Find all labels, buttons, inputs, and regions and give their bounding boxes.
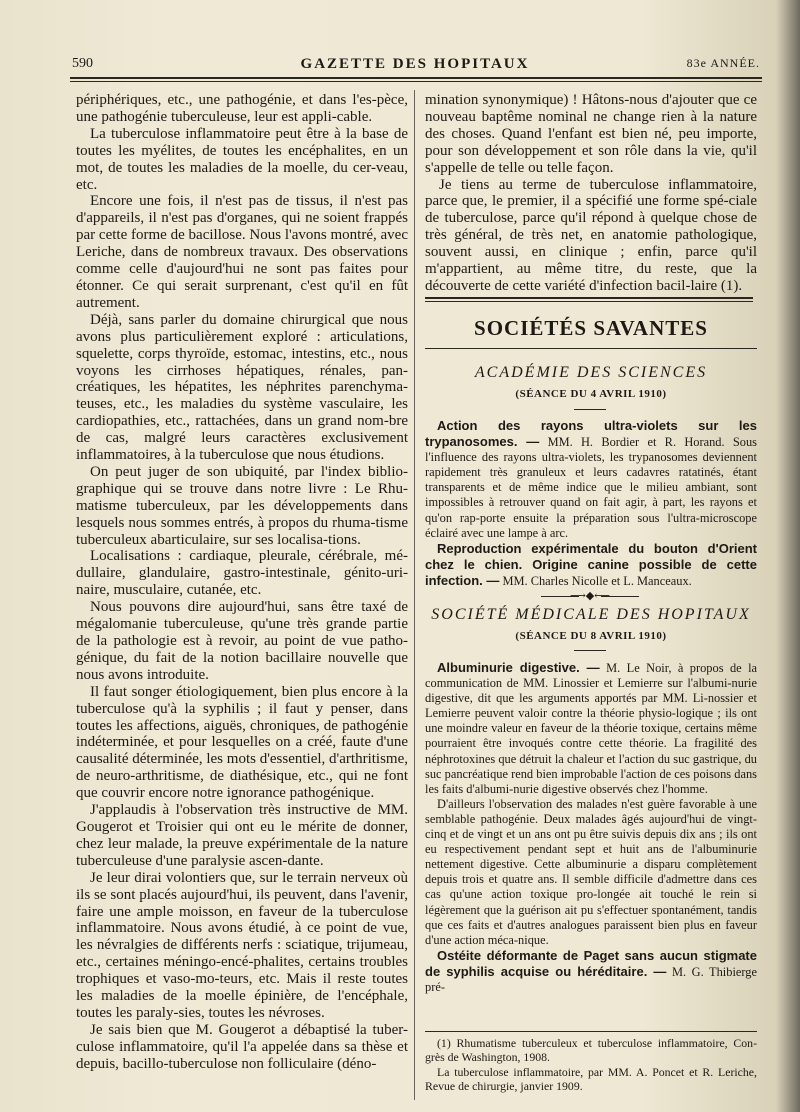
report-heading: Albuminurie digestive. — — [437, 660, 600, 675]
report-text: M. G. Thibierge pré- — [425, 964, 757, 994]
section-rule-thin — [425, 301, 753, 302]
report-text: M. Le Noir, à propos de la communication de MM. Linossier et Lemierre sur l'albumi-nurie digestive, dit que les arguments apportés par MM. Li-nossier et Lemierre peuvent valoir contre la théorie physio-logique ; ils ont une moindre valeur en faveur de la théorie toxique, certains même pourraient être invoqués contre cette théorie. La fragilité des néphrotoxines que détruit la chaleur et l'action du suc gastrique, du suc pancréatique rend bien improbable l'action de ces poisons dans les faits d'albumi-nurie digestive observés chez l'homme. — [425, 661, 758, 796]
report-heading: Reproduction expérimentale du bouton d'Orient chez le chien. Origine canine possible de cette infection. — — [425, 540, 757, 588]
report-paragraph — [425, 948, 757, 995]
report-paragraph — [425, 418, 757, 541]
paragraph: Localisations : cardiaque, pleurale, cérébrale, mé-dullaire, glandulaire, gastro-intestinale, génito-uri-naire, musculaire, cutanée, etc. — [76, 548, 408, 599]
header-rule — [70, 77, 762, 79]
ornament: ⟶◆⟵ — [570, 589, 610, 602]
academy-short-rule — [574, 409, 606, 410]
report-paragraph — [425, 660, 757, 797]
academy-title: ACADÉMIE DES SCIENCES — [474, 364, 708, 381]
left-column — [76, 92, 408, 1073]
paragraph: Je tiens au terme de tuberculose inflammatoire, parce que, le premier, il a spécifié une forme spé-ciale de tuberculose, parce qu'il répond à quelque chose de très général, de très net, en anatomie pathologique, souvent aussi, en clinique ; enfin, parce qu'il m'appartient, au même titre, du reste, que la découverte de cette variété d'infection bacil-laire (1). — [425, 176, 757, 294]
report-paragraph — [425, 541, 757, 589]
header-rule-thin — [70, 81, 762, 82]
section-rule-thick — [425, 297, 753, 299]
page-number: 590 — [72, 56, 93, 71]
paragraph: Nous pouvons dire aujourd'hui, sans être taxé de mégalomanie tuberculeuse, qu'une très grande partie de la pathologie est à revoir, au point de vue patho-génique, du fait de la notion bacillaire nouvelle que nous avons introduite. — [76, 599, 408, 683]
paragraph: mination synonymique) ! Hâtons-nous d'ajouter que ce nouveau baptême nominal ne change rien à la nature des choses. Quand l'enfant est bien né, peu importe, pour son développement et son rôle dans la vie, qu'il s'appelle de telle ou telle façon. — [425, 92, 757, 176]
paragraph: Je leur dirai volontiers que, sur le terrain nerveux où ils se sont placés aujourd'hui, ils peuvent, dans l'avenir, faire une ample moisson, en faveur de la tuberculose inflammatoire. Nous avons étudié, à ce point de vue, les névralgies de différents nerfs : sciatique, trijumeau, etc., certaines méningo-encé-phalites, certains troubles trophiques et vaso-mo-teurs, etc. Mais il reste toutes les maladies de la moelle épinière, de l'encéphale, toutes les paraly-sies, toutes les névroses. — [76, 869, 408, 1021]
paragraph: Il faut songer étiologiquement, bien plus encore à la tuberculose qu'à la syphilis ; il faut y penser, dans toutes les affections, aiguës, chroniques, de pathogénie indéterminée, et pour lesquelles on a créé, faute d'une causalité déterminée, les mots d'essentiel, d'arthritisme, de neuro-arthritisme, de diathésique, etc., qui ne font que couvrir encore notre ignorance pathogénique. — [76, 683, 408, 802]
volume-year: 83e ANNÉE. — [686, 56, 760, 70]
paragraph: Déjà, sans parler du domaine chirurgical que nous avons plus particulièrement exploré : articulations, squelette, corps thyroïde, estomac, intestins, etc., nous voyons les cirrhoses hépatiques, rénales, pan-créatiques, les hépatites, les néphrites parenchyma-teuses, etc., les maladies du système vasculaire, les cardiopathies, etc., rattachées, dans un grand nom-bre de cas, malgré leurs caractères exclusivement inflammatoires, à la tuberculose que nous étudions. — [76, 311, 408, 464]
section-title: SOCIÉTÉS SAVANTES — [474, 316, 708, 340]
society-title: SOCIÉTÉ MÉDICALE DES HOPITAUX — [431, 606, 751, 623]
footnotes — [425, 1036, 757, 1094]
footnote: (1) Rhumatisme tuberculeux et tuberculose inflammatoire, Con-grès de Washington, 1908. — [425, 1036, 757, 1065]
society-session: (SÉANCE DU 8 AVRIL 1910) — [515, 630, 667, 642]
paragraph: Je sais bien que M. Gougerot a débaptisé la tuber-culose inflammatoire, qu'il l'a appelée dans sa thèse et depuis, bacillo-tuberculose non folliculaire (déno- — [76, 1021, 408, 1072]
academy-reports — [425, 418, 757, 589]
report-text: MM. Charles Nicolle et L. Manceaux. — [499, 573, 692, 588]
report-text: D'ailleurs l'observation des malades n'est guère favorable à une semblable pathogénie. Deux malades âgés aujourd'hui de vingt-cinq et de vingt et un ans ont pu être suivis depuis dix ans ; ils ont eu respectivement pendant sept et huit ans de l'albuminurie nettement digestive. Cette albuminurie a disparu complètement depuis trois et quatre ans. Il semble difficile d'admettre dans ces cas qu'une action toxique pro-longée ait touché le rein si légèrement que la guérison ait pu s'effectuer spontanément, tandis que ces faits et d'autres analogues paraissent bien plus en faveur d'une action méca-nique. — [425, 796, 757, 947]
paragraph: périphériques, etc., une pathogénie, et dans l'es-pèce, une pathogénie tuberculeuse, leur est appli-cable. — [76, 92, 408, 125]
society-reports — [425, 660, 757, 995]
society-short-rule — [574, 650, 606, 651]
footnote: La tuberculose inflammatoire, par MM. A. Poncet et R. Leriche, Revue de chirurgie, janvier 1909. — [425, 1064, 757, 1094]
column-divider — [414, 90, 415, 1100]
report-text: MM. H. Bordier et R. Horand. Sous l'influence des rayons ultra-violets, les trypanosomes deviennent rapidement très granuleux et leurs cadavres ratatinés, étant transparents et de même indice que le milieu ambiant, sont impossibles à retrouver quand on fait agir, à part, les rayons et qu'on rap-porte ensuite la préparation sous l'ultra-microscope éclairé avec une lampe à arc. — [425, 435, 757, 540]
report-paragraph — [425, 797, 757, 948]
academy-session: (SÉANCE DU 4 AVRIL 1910) — [515, 388, 667, 400]
paragraph: La tuberculose inflammatoire peut être à la base de toutes les myélites, de toutes les encéphalites, en un mot, de toutes les maladies de la moelle, du cer-veau, etc. — [76, 125, 408, 193]
footnote-rule — [425, 1031, 757, 1032]
paragraph: J'applaudis à l'observation très instructive de MM. Gougerot et Troisier qui ont eu le mérite de donner, chez leur malade, la preuve expérimentale de la nature tuberculeuse d'une paralysie ascen-dante. — [76, 802, 408, 869]
paragraph: On peut juger de son ubiquité, par l'index biblio-graphique qui se trouve dans notre livre : Le Rhu-matisme tuberculeux, par les développements dans lesquels nous sommes entrés, à propos du rhuma-tisme tuberculeux abarticulaire, sur ses localisa-tions. — [76, 463, 408, 548]
ornament-line-right — [601, 596, 639, 597]
report-heading: Action des rayons ultra-violets sur les trypanosomes. — — [425, 418, 757, 450]
paragraph: Encore une fois, il n'est pas de tissus, il n'est pas d'appareils, il n'est pas d'organes, qui ne soient frappés par cette forme de bacillose. Nous l'avons montré, avec Leriche, dans de nombreux travaux. Des observations comme celle d'aujourd'hui ne sont pas faites pour étonner. Ce qui serait surprenant, c'est qu'il en fût autrement. — [76, 193, 408, 311]
journal-title: GAZETTE DES HOPITAUX — [300, 56, 530, 72]
page-header — [62, 56, 768, 78]
section-title-rule — [425, 348, 757, 349]
report-heading: Ostéite déformante de Paget sans aucun stigmate de syphilis acquise ou héréditaire. — — [425, 947, 757, 979]
right-column-continuation — [425, 92, 757, 295]
